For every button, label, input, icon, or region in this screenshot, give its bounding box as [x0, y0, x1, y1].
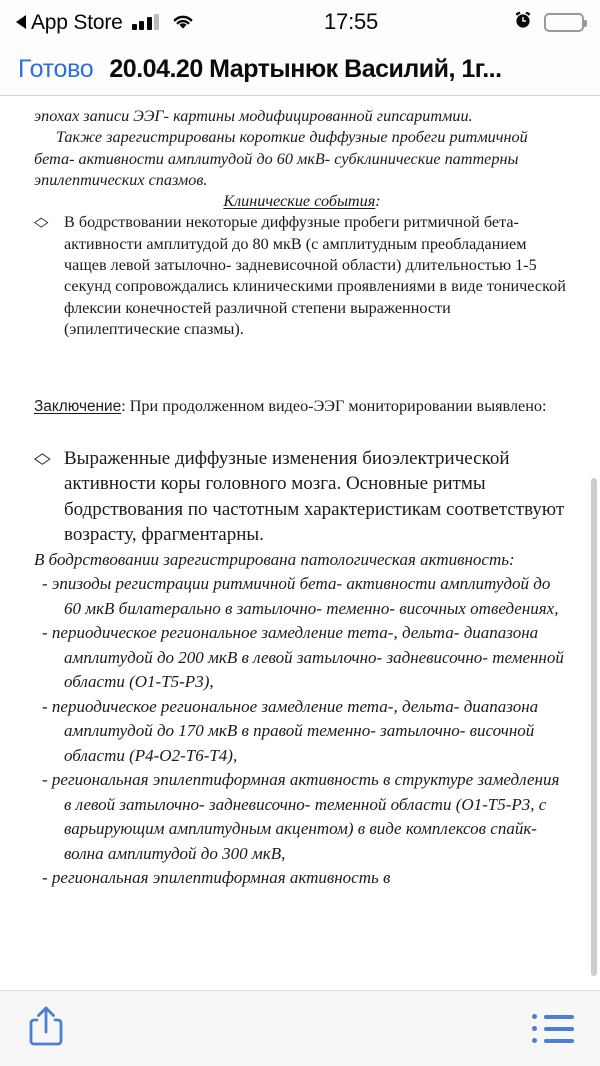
cellular-signal-icon — [132, 14, 160, 30]
heading-clinical-events-label: Клинические события — [223, 192, 376, 211]
list-item-episodes-beta: - эпизоды регистрации ритмичной бета- активности амплитудой до 60 мкВ билатерально в затылочно- теменно- височных отведениях, — [42, 574, 559, 618]
alarm-clock-icon — [513, 10, 533, 35]
page-title: 20.04.20 Мартынюк Василий, 1г... — [109, 55, 502, 83]
list-item-periodic-200: - периодическое региональное замедление тета-, дельта- диапазона амплитудой до 200 мкВ в левой затылочно- задневисочно- теменной области (O1-T5-P3), — [42, 623, 564, 692]
conclusion-text: : При продолженном видео-ЭЭГ мониторировании выявлено: — [121, 397, 547, 416]
status-bar-right — [513, 10, 584, 35]
bullet-clinical-description — [34, 212, 570, 340]
status-bar-clock: 17:55 — [324, 9, 379, 34]
bulleted-list-icon — [532, 1014, 574, 1043]
outline-button[interactable] — [532, 1014, 574, 1043]
share-button[interactable] — [26, 1003, 66, 1054]
heading-clinical-events-colon: : — [375, 192, 381, 211]
bottom-toolbar — [0, 990, 600, 1066]
list-item-periodic-170: - периодическое региональное замедление тета-, дельта- диапазона амплитудой до 170 мкВ в правой теменно- затылочно- височной области (P4-O2-T6-T4), — [42, 696, 539, 765]
battery-full-icon — [544, 13, 584, 32]
list-item-regional-epileptiform-left: - региональная эпилептиформная активность в структуре замедления в левой затылочно- задневисочно- теменной области (O1-T5-P3, с варьирующим амплитудным акцентом) в виде комплексов спайк- волна амплитудой до 300 мкВ, — [42, 770, 560, 863]
bullet-diffuse-changes-text: Выраженные диффузные изменения биоэлектрической активности коры головного мозга. Основные ритмы бодрствования по частотным характеристикам соответствуют возрасту, фрагментарны. — [64, 447, 565, 546]
back-app-label[interactable]: App Store — [31, 10, 123, 34]
list-item-regional-epileptiform-right: - региональная эпилептиформная активность в — [42, 868, 391, 888]
conclusion-heading-row — [34, 396, 570, 417]
paragraph-epochs: эпохах записи ЭЭГ- картины модифицированной гипсаритмии. — [34, 107, 473, 125]
lozenge-bullet-icon: ◇ — [34, 215, 49, 231]
document-scroll-area[interactable] — [0, 97, 600, 990]
lozenge-bullet-icon: ◇ — [34, 448, 51, 467]
share-upload-icon — [26, 1003, 66, 1054]
status-bar — [0, 0, 600, 44]
paragraph-pathological-activity: В бодрствовании зарегистрирована патологическая активность: — [34, 549, 515, 569]
status-bar-left[interactable] — [16, 12, 195, 33]
navigation-bar — [0, 44, 600, 96]
paragraph-also-registered: Также зарегистрированы короткие диффузные пробеги ритмичной бета- активности амплитудой до 60 мкВ- субклинические паттерны эпилептических спазмов. — [34, 128, 528, 189]
heading-clinical-events — [34, 191, 570, 212]
wifi-icon — [171, 13, 195, 31]
done-button[interactable]: Готово — [18, 55, 94, 83]
bullet-diffuse-changes — [34, 446, 570, 548]
conclusion-label: Заключение — [34, 398, 122, 416]
document-page — [0, 97, 600, 891]
bullet-clinical-description-text: В бодрствовании некоторые диффузные пробеги ритмичной бета- активности амплитудой до 80 мкВ (с амплитудным преобладанием чащев левой затылочно- задневисочной области) длительностью 1-5 секунд сопровождались клиническими проявлениями в виде тонической флексии конечностей различной степени выраженности (эпилептические спазмы). — [64, 213, 566, 338]
back-triangle-icon[interactable] — [16, 15, 26, 29]
